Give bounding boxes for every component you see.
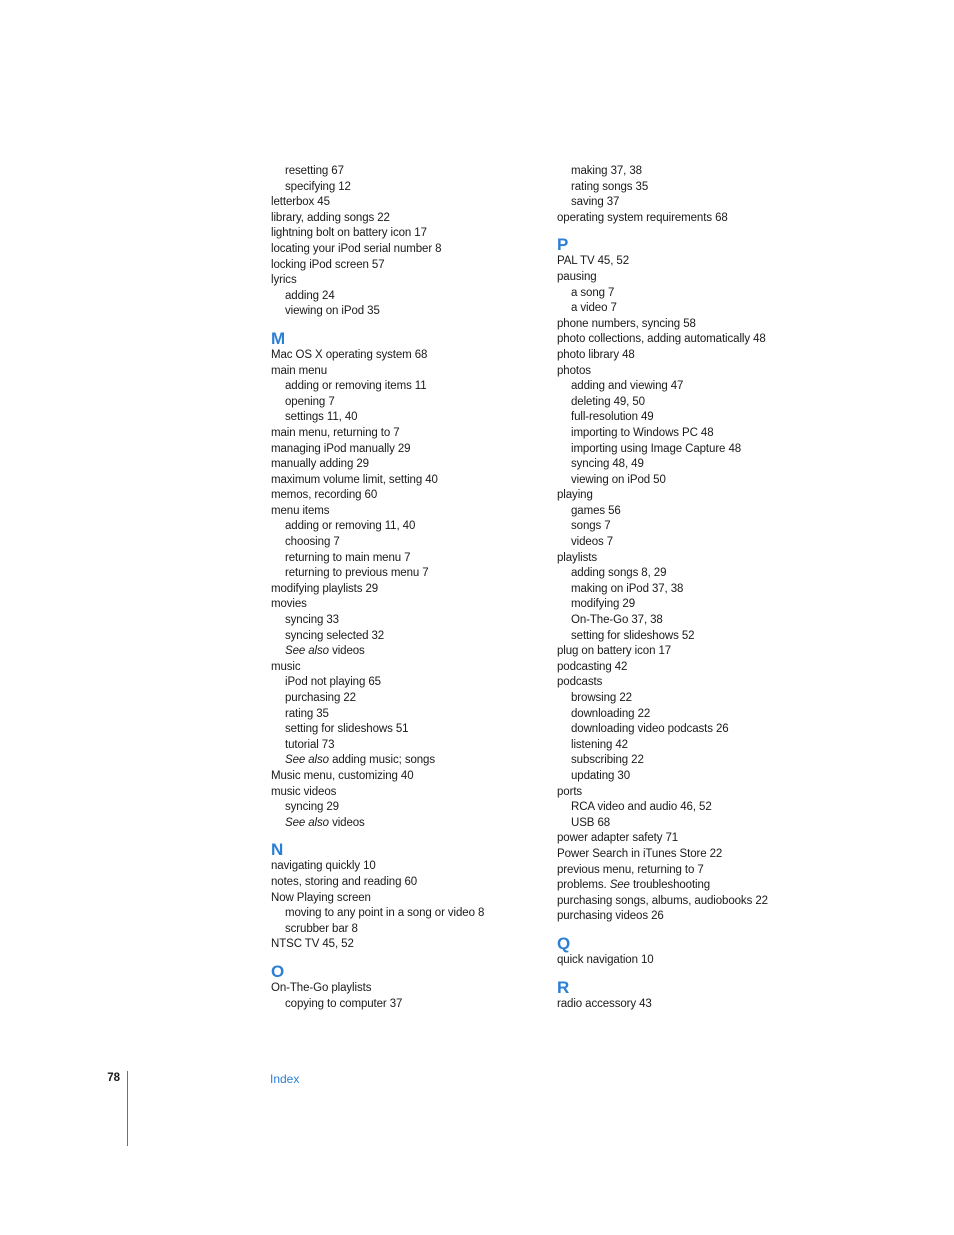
index-entry: menu items [271,504,330,517]
index-subentry: importing using Image Capture 48 [571,442,742,455]
index-entry: main menu [271,364,327,377]
index-entry: power adapter safety 71 [557,832,679,845]
index-entry: movies [271,598,307,611]
index-entry: PAL TV 45, 52 [557,255,630,268]
index-entry: NTSC TV 45, 52 [271,938,354,951]
index-entry: Mac OS X operating system 68 [271,348,428,361]
page-number: 78 [107,1072,120,1084]
index-subentry: moving to any point in a song or video 8 [285,907,485,920]
cross-reference-label: See also [285,816,329,829]
index-subentry: adding or removing items 11 [285,380,427,393]
index-entry: playlists [557,551,598,564]
index-subentry: deleting 49, 50 [571,395,645,408]
index-subentry: setting for slideshows 52 [571,629,695,642]
index-subentry: saving 37 [571,196,620,209]
index-entry: lyrics [271,274,297,287]
index-subentry: choosing 7 [285,536,340,549]
index-entry: locking iPod screen 57 [271,258,385,271]
index-subentry: a song 7 [571,286,615,299]
index-subentry: setting for slideshows 51 [285,723,409,736]
index-subentry: iPod not playing 65 [285,676,381,689]
index-subentry: returning to main menu 7 [285,551,411,564]
entry-text: adding music; songs [328,754,436,767]
entry-text: troubleshooting [629,879,711,892]
index-subentry: adding and viewing 47 [571,380,684,393]
index-entry: lightning bolt on battery icon 17 [271,227,427,240]
index-subentry: copying to computer 37 [285,997,403,1010]
index-subentry [271,816,541,832]
index-entry: ports [557,785,583,798]
index-subentry: USB 68 [571,816,611,829]
index-entry: playing [557,489,593,502]
index-letter-heading: R [557,977,570,997]
index-subentry: returning to previous menu 7 [285,567,429,580]
index-subentry: songs 7 [571,520,611,533]
index-subentry: downloading 22 [571,707,651,720]
index-subentry: On-The-Go 37, 38 [571,614,663,627]
index-entry: purchasing songs, albums, audiobooks 22 [557,894,768,907]
index-subentry: viewing on iPod 50 [571,473,666,486]
index-entry: managing iPod manually 29 [271,442,411,455]
index-entry: operating system requirements 68 [557,211,728,224]
index-subentry: adding songs 8, 29 [571,567,667,580]
index-subentry: adding or removing 11, 40 [285,520,416,533]
index-subentry: settings 11, 40 [285,411,358,424]
index-subentry: downloading video podcasts 26 [571,723,729,736]
index-entry: notes, storing and reading 60 [271,875,418,888]
index-letter-heading: O [271,961,285,981]
index-column-right [557,164,817,1012]
index-entry: On-The-Go playlists [271,981,372,994]
index-subentry: making 37, 38 [571,165,642,177]
index-subentry: scrubber bar 8 [285,922,358,935]
index-letter-heading: P [557,235,569,255]
index-entry: manually adding 29 [271,458,369,471]
index-entry: Now Playing screen [271,891,371,904]
index-entry: podcasting 42 [557,660,628,673]
index-entry [557,878,817,894]
index-entry: maximum volume limit, setting 40 [271,473,438,486]
index-subentry: a video 7 [571,302,617,315]
section-title: Index [270,1072,300,1086]
index-column-left [271,164,541,1012]
index-subentry: full-resolution 49 [571,411,654,424]
entry-text: videos [328,645,365,658]
index-entry: photo collections, adding automatically 48 [557,333,766,346]
index-subentry: listening 42 [571,738,628,751]
index-entry: music videos [271,785,337,798]
index-entry: letterbox 45 [271,196,330,209]
index-entry: plug on battery icon 17 [557,645,672,658]
index-entry: radio accessory 43 [557,997,652,1010]
index-letter-heading: Q [557,933,571,953]
footer-divider [127,1071,128,1146]
index-subentry: RCA video and audio 46, 52 [571,801,712,814]
index-entry: Power Search in iTunes Store 22 [557,847,723,860]
index-entry: Music menu, customizing 40 [271,769,414,782]
index-letter-heading: M [271,328,286,348]
index-subentry: viewing on iPod 35 [285,305,380,318]
entry-text: videos [328,816,365,829]
index-entry: music [271,660,301,673]
index-entry: phone numbers, syncing 58 [557,317,696,330]
index-subentry: syncing 33 [285,614,339,627]
index-subentry: specifying 12 [285,180,351,193]
index-entry: navigating quickly 10 [271,860,376,873]
index-subentry: rating songs 35 [571,180,649,193]
index-entry: podcasts [557,676,603,689]
index-subentry: resetting 67 [285,165,344,177]
index-entry: previous menu, returning to 7 [557,863,704,876]
index-subentry: opening 7 [285,395,335,408]
index-subentry: syncing 29 [285,801,339,814]
cross-reference-label: See also [285,645,329,658]
index-subentry: adding 24 [285,289,335,302]
cross-reference-label: See also [285,754,329,767]
index-entry: modifying playlists 29 [271,582,379,595]
index-entry: pausing [557,270,597,283]
index-subentry: making on iPod 37, 38 [571,582,684,595]
index-subentry: subscribing 22 [571,754,644,767]
index-subentry: updating 30 [571,769,631,782]
index-entry: library, adding songs 22 [271,211,390,224]
index-subentry: rating 35 [285,707,329,720]
index-entry: locating your iPod serial number 8 [271,242,442,255]
index-subentry [271,753,541,769]
cross-reference-label: See [609,879,630,892]
index-subentry: browsing 22 [571,692,632,704]
index-entry: main menu, returning to 7 [271,426,400,439]
index-entry: photos [557,364,591,377]
index-subentry: modifying 29 [571,598,636,611]
index-entry: memos, recording 60 [271,489,378,502]
entry-prefix: problems. [557,879,610,892]
index-entry: quick navigation 10 [557,953,654,966]
index-subentry: videos 7 [571,536,614,549]
index-subentry: syncing selected 32 [285,629,385,642]
index-subentry: importing to Windows PC 48 [571,426,714,439]
index-subentry: tutorial 73 [285,738,335,751]
index-subentry [271,644,541,660]
index-subentry: syncing 48, 49 [571,458,644,471]
index-subentry: purchasing 22 [285,692,356,704]
index-letter-heading: N [271,840,284,860]
index-entry: purchasing videos 26 [557,910,664,923]
index-entry: photo library 48 [557,348,635,361]
index-subentry: games 56 [571,504,621,517]
